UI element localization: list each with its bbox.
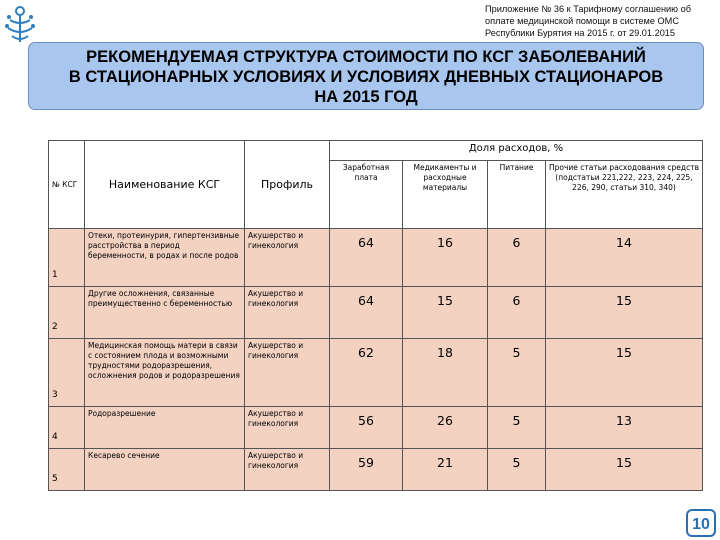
appendix-note (485, 3, 717, 39)
row-ksg-name: Отеки, протеинурия, гипертензивные расстройства в период беременности, в родах и после родов (85, 229, 245, 287)
row-salary: 64 (330, 287, 403, 339)
header-ksg-number: № КСГ (49, 141, 85, 229)
header-ksg-name: Наименование КСГ (85, 141, 245, 229)
page-number-badge (685, 508, 717, 538)
row-salary: 62 (330, 339, 403, 407)
row-other: 14 (546, 229, 703, 287)
header-cost-share: Доля расходов, % (330, 141, 703, 161)
appendix-line-3: Республики Бурятия на 2015 г. от 29.01.2015 (485, 28, 676, 38)
row-medicines: 26 (403, 407, 488, 449)
row-salary: 59 (330, 449, 403, 491)
row-profile: Акушерство и гинекология (245, 339, 330, 407)
row-ksg-number: 2 (49, 287, 85, 339)
row-ksg-name: Родоразрешение (85, 407, 245, 449)
row-other: 15 (546, 339, 703, 407)
header-other: Прочие статьи расходования средств (подстатьи 221,222, 223, 224, 225, 226, 290, статьи 310, 340) (546, 161, 703, 229)
row-ksg-name: Медицинская помощь матери в связи с состоянием плода и возможными трудностями родоразрешения, осложнения родов и родоразрешения (85, 339, 245, 407)
table-row (49, 287, 703, 339)
row-profile: Акушерство и гинекология (245, 407, 330, 449)
page-number: 10 (692, 516, 710, 533)
row-ksg-name: Кесарево сечение (85, 449, 245, 491)
row-ksg-number: 4 (49, 407, 85, 449)
row-salary: 64 (330, 229, 403, 287)
row-profile: Акушерство и гинекология (245, 229, 330, 287)
appendix-line-1: Приложение № 36 к Тарифному соглашению об (485, 4, 691, 14)
ksg-cost-structure-table (48, 140, 703, 491)
row-profile: Акушерство и гинекология (245, 287, 330, 339)
title-line-2: В СТАЦИОНАРНЫХ УСЛОВИЯХ И УСЛОВИЯХ ДНЕВНЫХ СТАЦИОНАРОВ (68, 68, 664, 86)
row-medicines: 21 (403, 449, 488, 491)
title-banner (28, 42, 704, 110)
row-ksg-number: 1 (49, 229, 85, 287)
row-ksg-number: 3 (49, 339, 85, 407)
header-salary: Заработная плата (330, 161, 403, 229)
emblem-logo-icon (4, 4, 36, 46)
row-profile: Акушерство и гинекология (245, 449, 330, 491)
row-food: 5 (488, 449, 546, 491)
row-ksg-number: 5 (49, 449, 85, 491)
row-salary: 56 (330, 407, 403, 449)
row-medicines: 18 (403, 339, 488, 407)
row-medicines: 15 (403, 287, 488, 339)
row-other: 15 (546, 287, 703, 339)
row-other: 15 (546, 449, 703, 491)
title-line-1: РЕКОМЕНДУЕМАЯ СТРУКТУРА СТОИМОСТИ ПО КСГ ЗАБОЛЕВАНИЙ (86, 48, 646, 66)
title-line-3: НА 2015 ГОД (314, 88, 418, 106)
header-medicines: Медикаменты и расходные материалы (403, 161, 488, 229)
table-row (49, 407, 703, 449)
row-medicines: 16 (403, 229, 488, 287)
row-ksg-name: Другие осложнения, связанные преимущественно с беременностью (85, 287, 245, 339)
table-row (49, 449, 703, 491)
row-other: 13 (546, 407, 703, 449)
row-food: 5 (488, 407, 546, 449)
appendix-line-2: оплате медицинской помощи в системе ОМС (485, 16, 679, 26)
row-food: 6 (488, 229, 546, 287)
row-food: 5 (488, 339, 546, 407)
header-food: Питание (488, 161, 546, 229)
header-profile: Профиль (245, 141, 330, 229)
table-row (49, 229, 703, 287)
row-food: 6 (488, 287, 546, 339)
table-row (49, 339, 703, 407)
